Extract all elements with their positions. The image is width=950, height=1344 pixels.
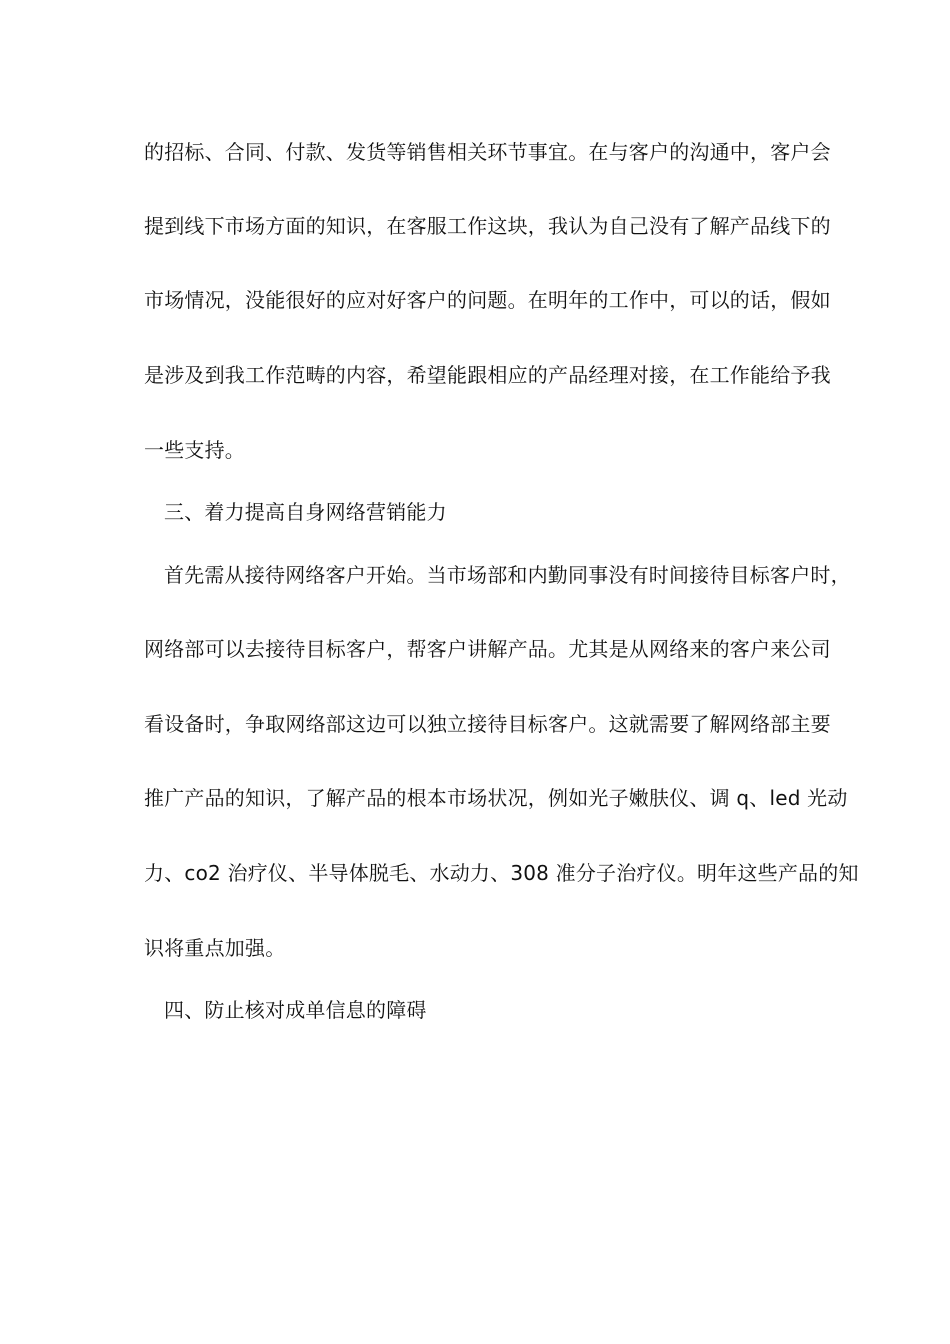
- paragraph-line-11: 识将重点加强。: [144, 936, 286, 960]
- paragraph-line-2: 提到线下市场方面的知识，在客服工作这块，我认为自己没有了解产品线下的: [144, 214, 831, 238]
- paragraph-line-1: 的招标、合同、付款、发货等销售相关环节事宜。在与客户的沟通中，客户会: [144, 140, 831, 164]
- section-heading-4: 四、防止核对成单信息的障碍: [164, 998, 427, 1022]
- section-heading-3: 三、着力提高自身网络营销能力: [164, 500, 447, 524]
- paragraph-line-8: 看设备时，争取网络部这边可以独立接待目标客户。这就需要了解网络部主要: [144, 712, 831, 736]
- paragraph-line-6: 首先需从接待网络客户开始。当市场部和内勤同事没有时间接待目标客户时，: [164, 563, 851, 587]
- paragraph-line-3: 市场情况，没能很好的应对好客户的问题。在明年的工作中，可以的话，假如: [144, 288, 831, 312]
- paragraph-line-5: 一些支持。: [144, 438, 245, 462]
- paragraph-line-4: 是涉及到我工作范畴的内容，希望能跟相应的产品经理对接，在工作能给予我: [144, 363, 831, 387]
- paragraph-line-9: 推广产品的知识，了解产品的根本市场状况，例如光子嫩肤仪、调 q、led 光动: [144, 786, 848, 810]
- paragraph-line-7: 网络部可以去接待目标客户，帮客户讲解产品。尤其是从网络来的客户来公司: [144, 637, 831, 661]
- paragraph-line-10: 力、co2 治疗仪、半导体脱毛、水动力、308 准分子治疗仪。明年这些产品的知: [144, 861, 859, 885]
